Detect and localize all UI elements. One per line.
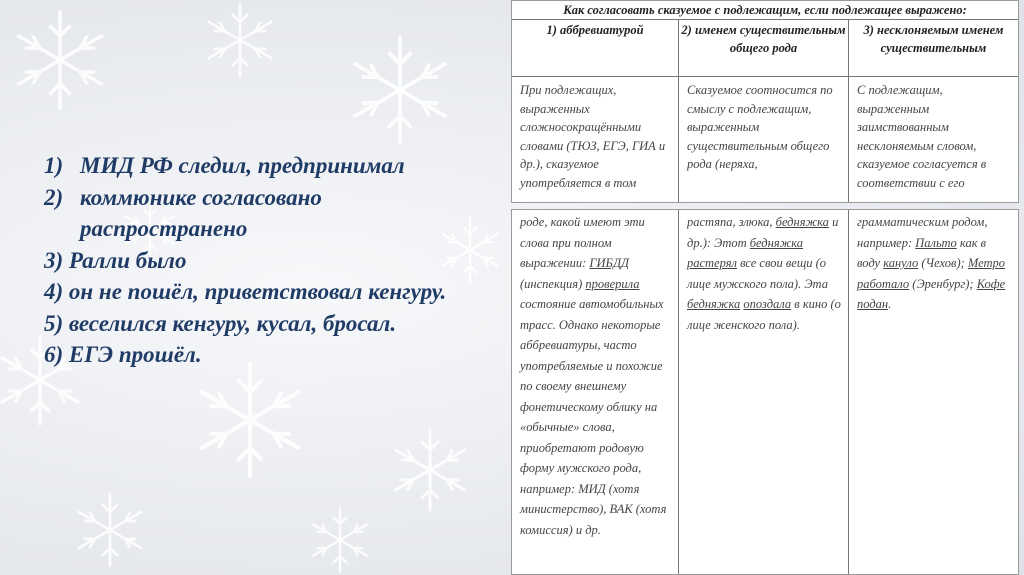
- list-item: 4) он не пошёл, приветствовал кенгуру.: [44, 279, 447, 304]
- list-item: 5) веселился кенгуру, кусал, бросал.: [44, 310, 397, 336]
- list-item: [44, 150, 484, 182]
- column-header-common-gender: 2) именем существительным общего рода: [679, 20, 849, 77]
- list-item: [44, 182, 484, 245]
- list-item: 6) ЕГЭ прошёл.: [44, 342, 202, 367]
- cell-abbreviation-rule: При подлежащих, выраженных сложносокращёнными словами (ТЮЗ, ЕГЭ, ГИА и др.), сказуемое употребляется в том: [512, 77, 679, 202]
- table-title: Как согласовать сказуемое с подлежащим, если подлежащее выражено:: [512, 1, 1018, 20]
- cell-abbreviation-continued: роде, какой имеют эти слова при полном выражении: ГИБДД (инспекция) проверила состояние автомобильных трасс. Однако некоторые аббревиатуры, часто употребляемые и похожие по своему внешнему фонетическому облику на «обычные» слова, приобретают родовую форму мужского рода, например: МИД (хотя министерство), ВАК (хотя комиссия) и др.: [512, 210, 679, 574]
- cell-common-gender-continued: растяпа, злюка, бедняжка и др.): Этот бедняжка растерял все свои вещи (о лице мужского пола). Эта бедняжка опоздала в кино (о лице женского пола).: [679, 210, 849, 574]
- list-item: 3) Ралли было: [44, 247, 187, 273]
- column-header-abbreviation: 1) аббревиатурой: [512, 20, 679, 77]
- column-header-indeclinable: 3) несклоняемым именем существительным: [849, 20, 1018, 77]
- rule-table-top: [511, 0, 1019, 203]
- list-number: 1): [44, 153, 64, 178]
- cell-indeclinable-continued: грамматическим родом, например: Пальто как в воду кануло (Чехов); Метро работало (Эренбург); Кофе подан.: [857, 215, 1006, 311]
- cell-indeclinable-rule: С подлежащим, выраженным заимствованным несклоняемым словом, сказуемое согласуется в соответствии с его: [857, 83, 987, 190]
- list-number: 2): [44, 184, 64, 210]
- rule-table-bottom: [511, 209, 1019, 575]
- list-text: коммюнике согласовано распространено: [80, 184, 322, 241]
- cell-common-gender-rule: Сказуемое соотносится по смыслу с подлежащим, выраженным существительным общего рода (неряха,: [679, 77, 849, 202]
- predicate-examples-list: [44, 150, 484, 371]
- list-text: МИД РФ следил, предпринимал: [80, 153, 405, 178]
